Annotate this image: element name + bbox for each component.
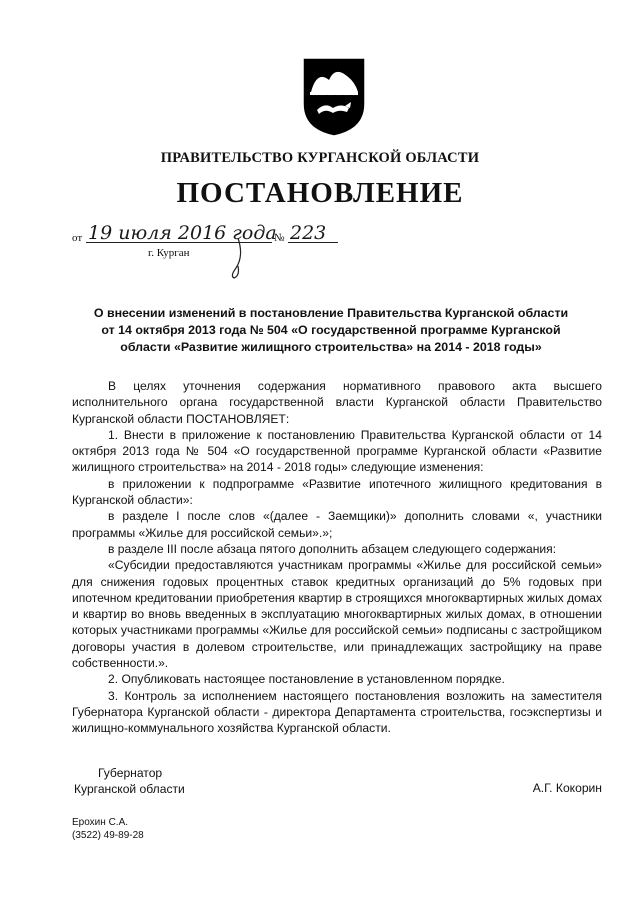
date-value: 19 июля 2016 года [88,222,277,244]
date-label: от [72,232,83,244]
document-subject [70,305,592,356]
number-label: № [274,232,285,244]
executor-name: Ерохин С.А. [72,817,129,828]
number-underline [288,242,338,243]
body-paragraph: В целях уточнения содержания нормативного правового акта высшего исполнительного органа государственной власти Курганской области Правительство Курганской области ПОСТАНОВЛЯЕТ: [72,379,602,426]
executor-phone: (3522) 49-89-28 [72,830,144,841]
city-label: г. Курган [148,247,190,259]
coat-of-arms-icon [303,58,365,136]
body-paragraph: в разделе III после абзаца пятого дополнить абзацем следующего содержания: [108,541,557,556]
subject-line: области «Развитие жилищного строительства» на 2014 - 2018 годы» [120,340,542,354]
body-paragraph: в разделе I после слов «(далее - Заемщики)» дополнить словами «, участники программы «Жилье для российской семьи».»; [72,509,602,540]
body-paragraph: 1. Внести в приложение к постановлению Правительства Курганской области от 14 октября 2013 года № 504 «О государственной программе Курганской области «Развитие жилищного строительства» на 2014 - 2018 годы» следующие изменения: [72,427,602,475]
body-paragraph: 2. Опубликовать настоящее постановление в установленном порядке. [108,672,505,687]
number-value: 223 [290,222,327,244]
subject-line: от 14 октября 2013 года № 504 «О государственной программе Курганской [101,323,561,337]
subject-line: О внесении изменений в постановление Правительства Курганской области [93,306,569,320]
signer-name: А.Г. Кокорин [532,781,602,795]
executor-block [72,816,144,842]
handwritten-flourish-icon [226,236,248,280]
body-paragraph: 3. Контроль за исполнением настоящего постановления возложить на заместителя Губернатора Курганской области - директора Департамента строительства, госэкспертизы и жилищно-коммунального хозяйства Курганской области. [72,688,602,736]
body-paragraph: «Субсидии предоставляются участникам программы «Жилье для российской семьи» для снижения годовых процентных ставок кредитных организаций до 5% годовых при ипотечном кредитовании приобретения квартир в строящихся многоквартирных жилых домах и квартир во вновь введенных в эксплуатацию многоквартирных жилых домах, в отношении которых участниками программы «Жилье для российской семьи» подписаны с застройщиком договоры участия в долевом строительстве, или принадлежащих застройщику на праве собственности.». [72,558,602,671]
signer-title [74,765,185,797]
signer-title-line: Губернатор [98,766,163,780]
document-body [72,378,602,737]
body-paragraph: в приложении к подпрограмме «Развитие ипотечного жилищного кредитования в Курганской области»: [72,476,602,508]
signer-title-line: Курганской области [74,782,185,796]
government-title: ПРАВИТЕЛЬСТВО КУРГАНСКОЙ ОБЛАСТИ [160,150,480,166]
document-type-heading: ПОСТАНОВЛЕНИЕ [176,177,464,209]
